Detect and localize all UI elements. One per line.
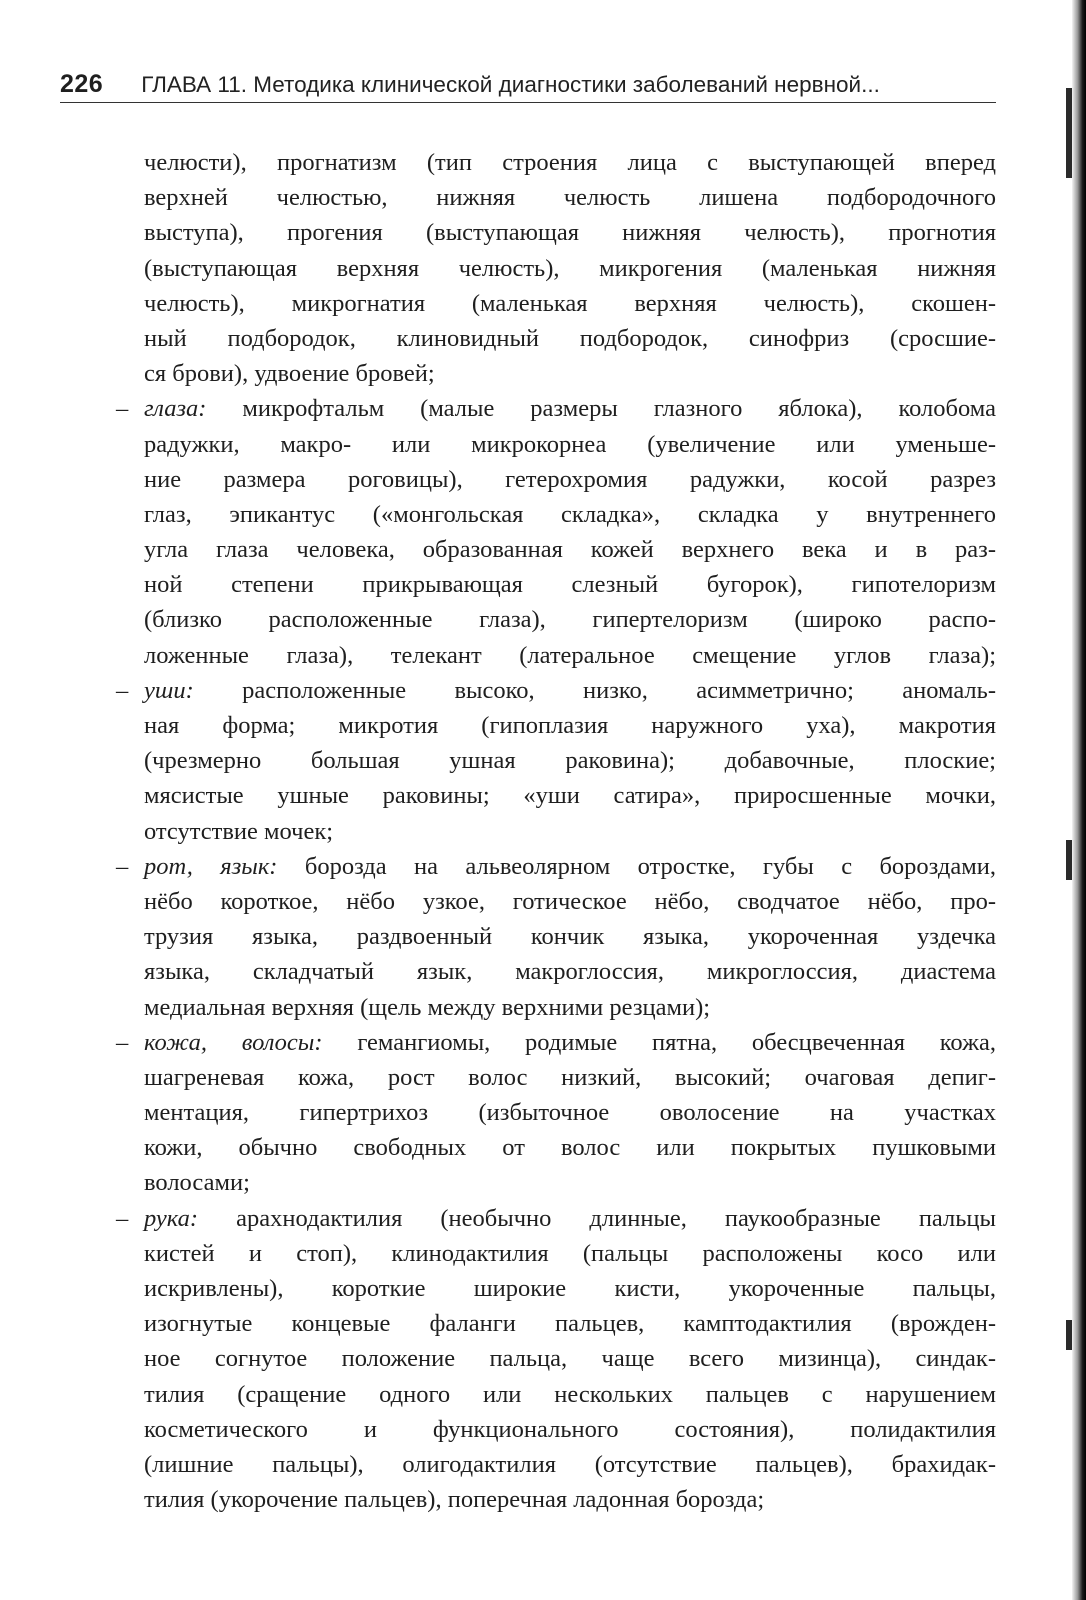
list-item-skin bbox=[116, 1025, 996, 1201]
scan-mark bbox=[1066, 88, 1072, 178]
text-line: искривлены), короткие широкие кисти, укороченные пальцы, bbox=[144, 1275, 996, 1302]
text-line: медиальная верхняя (щель между верхними резцами); bbox=[144, 993, 711, 1021]
page-body bbox=[116, 145, 996, 1517]
list-term: рот, язык: bbox=[144, 852, 278, 880]
text-line: трузия языка, раздвоенный кончик языка, укороченная уздечка bbox=[144, 923, 996, 951]
text-line: ной степени прикрывающая слезный бугорок), гипотелоризм bbox=[144, 571, 996, 599]
list-term: уши: bbox=[144, 676, 194, 704]
list-text: арахнодактилия (необычно длинные, паукообразные пальцы bbox=[198, 1204, 996, 1232]
list-item-first-line bbox=[116, 1025, 996, 1060]
list-term: рука: bbox=[144, 1204, 199, 1232]
list-item-first-line bbox=[116, 849, 996, 884]
text-line: ся брови), удвоение бровей; bbox=[144, 360, 435, 388]
text-line: кожи, обычно свободных от волос или покрытых пушковыми bbox=[144, 1134, 996, 1162]
text-line: шагреневая кожа, рост волос низкий, высокий; очаговая депиг- bbox=[144, 1063, 996, 1091]
list-item-ears bbox=[116, 673, 996, 849]
list-dash: – bbox=[116, 395, 129, 423]
text-line: (близко расположенные глаза), гипертелоризм (широко распо- bbox=[144, 606, 996, 634]
text-line: выступа), прогения (выступающая нижняя челюсть), прогнотия bbox=[144, 219, 996, 247]
list-term: кожа, волосы: bbox=[144, 1028, 323, 1056]
page-header bbox=[60, 68, 996, 103]
list-item-first-line bbox=[116, 1201, 996, 1236]
text-line: (выступающая верхняя челюсть), микрогения (маленькая нижняя bbox=[144, 254, 996, 282]
text-line: языка, складчатый язык, макроглоссия, микроглоссия, диастема bbox=[144, 958, 996, 986]
text-line: (лишние пальцы), олигодактилия (отсутствие пальцев), брахидак- bbox=[144, 1450, 996, 1478]
list-text: борозда на альвеолярном отростке, губы с бороздами, bbox=[277, 852, 996, 880]
list-dash: – bbox=[116, 676, 129, 704]
text-line: тилия (укорочение пальцев), поперечная ладонная борозда; bbox=[144, 1486, 765, 1514]
list-dash: – bbox=[116, 1204, 129, 1232]
list-dash: – bbox=[116, 1028, 129, 1056]
text-line: ное согнутое положение пальца, чаще всего мизинца), синдак- bbox=[144, 1345, 996, 1373]
scan-mark bbox=[1066, 1320, 1072, 1350]
text-line: тилия (сращение одного или нескольких пальцев с нарушением bbox=[144, 1380, 996, 1408]
list-text: расположенные высоко, низко, асимметрично; аномаль- bbox=[193, 676, 996, 704]
list-text: гемангиомы, родимые пятна, обесцвеченная кожа, bbox=[322, 1028, 997, 1056]
list-text: микрофтальм (малые размеры глазного яблока), колобома bbox=[206, 395, 996, 423]
text-line: ние размера роговицы), гетерохромия радужки, косой разрез bbox=[144, 465, 996, 493]
text-line: угла глаза человека, образованная кожей верхнего века и в раз- bbox=[144, 536, 996, 564]
scan-edge-shadow bbox=[1072, 0, 1086, 1600]
text-line: изогнутые концевые фаланги пальцев, камптодактилия (врожден- bbox=[144, 1310, 996, 1338]
text-line: челюсти), прогнатизм (тип строения лица с выступающей вперед bbox=[144, 149, 996, 176]
list-item-eyes bbox=[116, 391, 996, 673]
text-line: ментация, гипертрихоз (избыточное оволосение на участках bbox=[144, 1099, 996, 1127]
scan-mark bbox=[1066, 840, 1072, 880]
text-line: кистей и стоп), клинодактилия (пальцы расположены косо или bbox=[144, 1239, 996, 1267]
text-line: отсутствие мочек; bbox=[144, 817, 334, 845]
list-item-mouth bbox=[116, 849, 996, 1025]
text-line: верхней челюстью, нижняя челюсть лишена подбородочного bbox=[144, 184, 996, 212]
text-line: ложенные глаза), телекант (латеральное смещение углов глаза); bbox=[144, 641, 996, 669]
list-item-first-line bbox=[116, 673, 996, 708]
text-line: косметического и функционального состояния), полидактилия bbox=[144, 1415, 996, 1443]
text-line: волосами; bbox=[144, 1169, 250, 1197]
paragraph-jaw-continued bbox=[116, 145, 996, 391]
list-item-first-line bbox=[116, 391, 996, 426]
list-dash: – bbox=[116, 852, 129, 880]
text-line: ный подбородок, клиновидный подбородок, синофриз (сросшие- bbox=[144, 324, 996, 352]
text-line: глаз, эпикантус («монгольская складка», складка у внутреннего bbox=[144, 500, 996, 528]
running-head: ГЛАВА 11. Методика клинической диагностики заболеваний нервной... bbox=[141, 72, 880, 97]
text-line: (чрезмерно большая ушная раковина); добавочные, плоские; bbox=[144, 747, 996, 775]
text-line: мясистые ушные раковины; «уши сатира», приросшенные мочки, bbox=[144, 782, 996, 810]
list-term: глаза: bbox=[144, 395, 207, 423]
page-number: 226 bbox=[60, 70, 104, 98]
list-item-hand bbox=[116, 1201, 996, 1518]
text-line: нёбо короткое, нёбо узкое, готическое нёбо, сводчатое нёбо, про- bbox=[144, 887, 996, 915]
text-line: радужки, макро- или микрокорнеа (увеличение или уменьше- bbox=[144, 430, 996, 458]
text-line: челюсть), микрогнатия (маленькая верхняя челюсть), скошен- bbox=[144, 289, 996, 317]
text-line: ная форма; микротия (гипоплазия наружного уха), макротия bbox=[144, 712, 996, 739]
